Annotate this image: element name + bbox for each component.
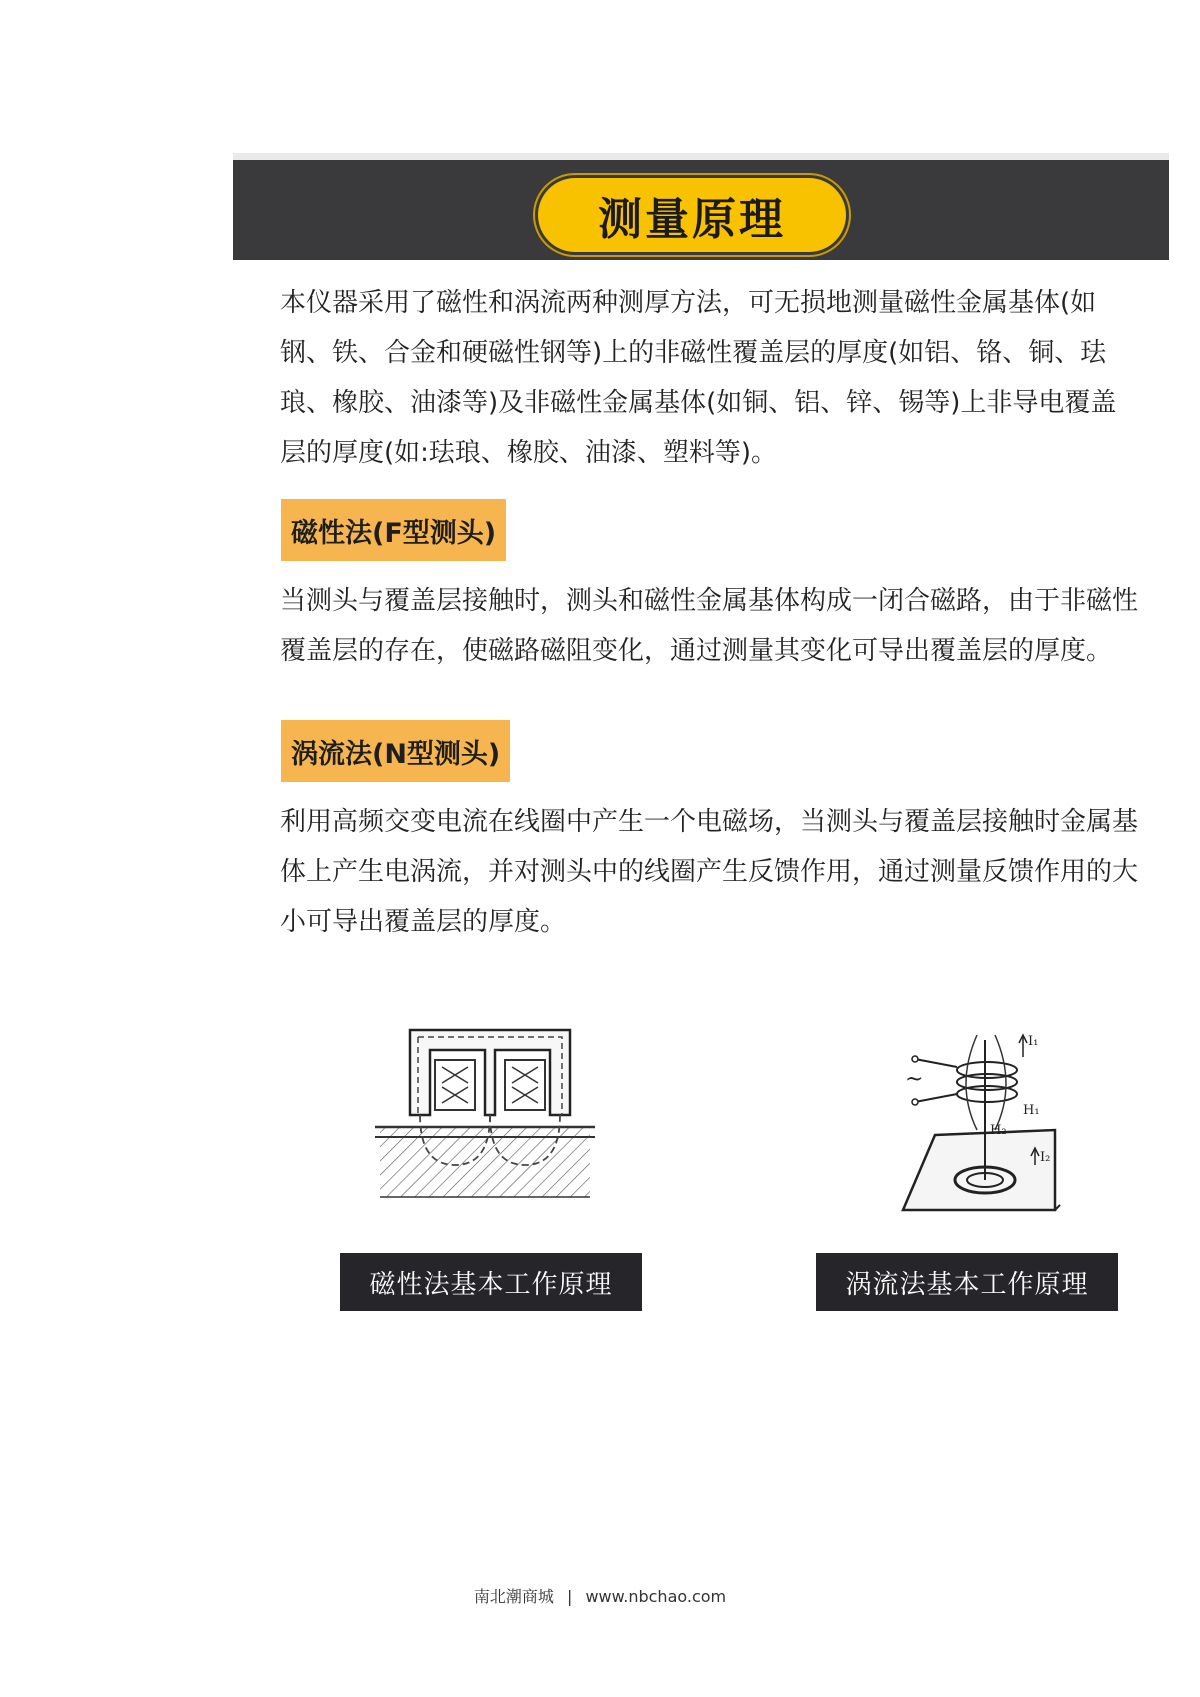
label-i1: I₁	[1028, 1034, 1039, 1049]
footer-brand: 南北潮商城	[473, 1587, 554, 1606]
eddy-diagram-caption	[816, 1253, 1118, 1311]
section-header-band	[233, 153, 1169, 260]
magnetic-method-paragraph: 当测头与覆盖层接触时，测头和磁性金属基体构成一闭合磁路，由于非磁性覆盖层的存在，使磁路磁阻变化，通过测量其变化可导出覆盖层的厚度。	[280, 586, 1139, 666]
label-h2: H₂	[990, 1123, 1007, 1138]
caption-text: 磁性法基本工作原理	[369, 1269, 613, 1300]
section-heading-label: 磁性法(F型测头)	[291, 517, 497, 549]
section-heading-label: 涡流法(N型测头)	[291, 738, 501, 770]
ac-symbol: ~	[905, 1067, 924, 1092]
section-heading-eddy	[281, 720, 510, 782]
label-h1: H₁	[1023, 1103, 1040, 1118]
footer	[0, 1584, 1200, 1607]
magnetic-method-diagram	[370, 1015, 600, 1215]
magnetic-diagram-caption	[340, 1253, 642, 1311]
conductive-plate	[903, 1130, 1055, 1210]
eddy-method-paragraph: 利用高频交变电流在线圈中产生一个电磁场，当测头与覆盖层接触时金属基体上产生电涡流，并对测头中的线圈产生反馈作用，通过测量反馈作用的大小可导出覆盖层的厚度。	[280, 807, 1139, 937]
label-i2: I₂	[1040, 1150, 1051, 1165]
coil-left	[435, 1060, 475, 1110]
footer-separator: |	[566, 1587, 573, 1606]
caption-text: 涡流法基本工作原理	[845, 1269, 1089, 1300]
intro-paragraph: 本仪器采用了磁性和涡流两种测厚方法，可无损地测量磁性金属基体(如钢、铁、合金和硬磁性钢等)上的非磁性覆盖层的厚度(如铝、铬、铜、珐琅、橡胶、油漆等)及非磁性金属基体(如铜、铝、锌、锡等)上非导电覆盖层的厚度(如:珐琅、橡胶、油漆、塑料等)。	[280, 288, 1117, 468]
eddy-method-diagram	[895, 1015, 1095, 1215]
coil-right	[505, 1060, 545, 1110]
page-title: 测量原理	[598, 194, 786, 245]
section-heading-magnetic	[281, 499, 506, 561]
footer-link[interactable]: www.nbchao.com	[585, 1587, 727, 1606]
title-badge	[538, 178, 846, 252]
